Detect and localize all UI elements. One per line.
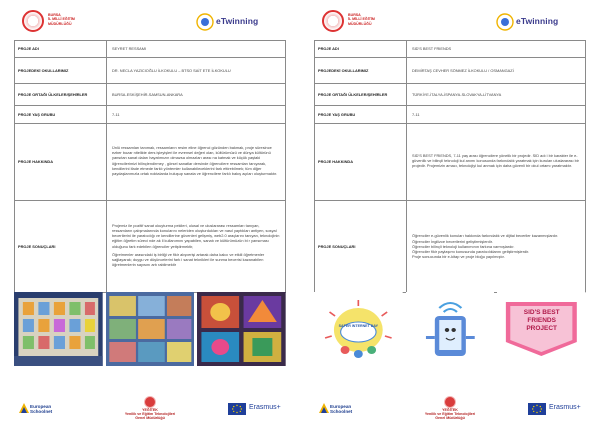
results-line: Öğrenciler bilinçli teknoloji kullanımının farkına varmışlardır. bbox=[412, 243, 515, 249]
erasmus-logo bbox=[228, 403, 286, 415]
erasmus-label: Erasmus+ bbox=[549, 404, 581, 411]
row-value: DEMİRTAŞ CEVHER SÖNMEZ İLKOKULU / OSMANGAZİ bbox=[407, 58, 586, 84]
table-row bbox=[15, 106, 286, 124]
table-row bbox=[315, 124, 586, 201]
yegitek-logo bbox=[118, 396, 182, 422]
row-key: PROJE ADI bbox=[315, 41, 407, 58]
yegitek-line-2: Yenilik ve Eğitim Teknolojileri bbox=[124, 412, 176, 417]
results-paragraph: Projemiz ile pozitif sanat okuyturma pekileri, ulusal ve uluslararası ressamları tanıyan, ressamların çalışmalarında konularını neleriden oluşturdukları ve nasıl yaptıkları antiyen, sosyal becerilerini ile yaratıcılığı ve kendilerine güvenleri gelişmiş, web2.0 araçlarını tanıyan, teknolojinin eğitim öğretim süreci nde ak ll kullanımını yapabilen, sanatı ve kültürümüzün bi r yansıması olduğunu fark edebilen öğrenciler yetiştirmektir, bbox=[112, 222, 280, 249]
moe-logo-line-1: BURSA bbox=[48, 13, 61, 17]
row-key: PROJE HAKKINDA bbox=[15, 124, 107, 201]
about-paragraph: SID'S BEST FRIENDS, 7-11 yaş arası öğrencilere yönelik bir projedir. SID adı i bir karakter ile e-güvenlik ve bilinçli teknoloji kul anımı konusunda farkındalık yaratmak için kurulan uluslararası bir projedir. Projemizin amacı, teknolojiyi kul anmak için daha güvenli bir okul ortamı yaratmaktır. bbox=[412, 152, 579, 169]
table-row bbox=[315, 84, 586, 106]
poster-line-3: PROJECT bbox=[526, 325, 558, 332]
table-row bbox=[15, 41, 286, 58]
row-key: PROJE SONUÇLARI bbox=[315, 201, 407, 293]
european-schoolnet-icon bbox=[318, 402, 330, 414]
row-key: PROJEDEKİ OKULLARIMIZ bbox=[315, 58, 407, 84]
safer-internet-day-label: SAFER INTERNET DAY bbox=[338, 324, 379, 328]
row-key: PROJE ADI bbox=[15, 41, 107, 58]
results-line: Proje sonucunda bir e-kitap ve proje bloğu yapılmıştır. bbox=[412, 254, 505, 260]
project-poster bbox=[497, 292, 586, 366]
yegitek-logo bbox=[418, 396, 482, 422]
table-row bbox=[15, 124, 286, 201]
yegitek-line-1: YEĞİTEK bbox=[442, 408, 458, 412]
row-value: DR. NECLA YAZICIOĞLU İLKOKULU – BTSO SAİT ETE İLKOKULU bbox=[107, 58, 286, 84]
row-key: PROJE YAŞ GRUBU bbox=[315, 106, 407, 124]
eun-line-2: Schoolnet bbox=[330, 409, 353, 414]
about-paragraph: Ünlü ressamları tanımak, ressamların resim eline öğrenci gözünden bakmak, proje süresince ezber bozar nitelikte ders işleyişleri ile evrensel değeri olan, kültürümüzü ve dünya kültürünü yansıtan sanat daları hayatımızın olmazsa olmazları arası na katmak ve küçük yaştaki öğrencilerimizi bilinçlendirmey , görsel sanatlar dersinde öğrencilere ressamları tanıyarak, kendilerini ifade etmede farklı yöntemler kullanabileceklerini fark ettirebilmek; tüm diğer paydaşlarımızla ortak noktalarda buluşup sanata ve öğrencilere farklı bakış açıları oluşturmaktır. bbox=[112, 144, 278, 176]
right-project-table bbox=[314, 40, 586, 293]
right-footer bbox=[314, 396, 586, 422]
row-value: SID'S BEST FRIENDS bbox=[407, 41, 586, 58]
collage-artwork-photo bbox=[197, 292, 286, 366]
row-value: 7-11 bbox=[407, 106, 586, 124]
results-line: Öğrenciler İngilizce becerilerini geliştirmişlerdir. bbox=[412, 238, 493, 244]
table-row bbox=[315, 106, 586, 124]
row-key: PROJE HAKKINDA bbox=[315, 124, 407, 201]
eu-flag-icon bbox=[228, 403, 246, 415]
results-paragraph: Öğretmenler arasındaki iş birliği ve fikir alışverişi artarak daha kalıcı ve etkili öğretmenler sağlayarak; duygu ve düşüncelerini fark i sanat teknikleri ile sunma becerisi kazanabilen öğretmenlerin sayısını artı rabilmektir bbox=[112, 251, 265, 268]
row-key: PROJE SONUÇLARI bbox=[15, 201, 107, 293]
student-paintings-photo bbox=[106, 292, 195, 366]
moe-seal-icon bbox=[22, 10, 44, 32]
moe-logo-line-1: BURSA bbox=[348, 13, 361, 17]
moe-logo bbox=[22, 10, 86, 34]
left-footer bbox=[14, 396, 286, 422]
moe-logo-line-2: İL MİLLÎ EĞİTİM MÜDÜRLÜĞÜ bbox=[348, 17, 375, 26]
eu-flag-icon bbox=[528, 403, 546, 415]
row-key: PROJEDEKİ OKULLARIMIZ bbox=[15, 58, 107, 84]
yegitek-emblem-icon bbox=[144, 396, 156, 408]
yegitek-emblem-icon bbox=[444, 396, 456, 408]
tablet-illustration bbox=[406, 292, 495, 366]
row-key: PROJE ORTAĞI ÜLKELER/ŞEHİRLER bbox=[315, 84, 407, 106]
erasmus-label: Erasmus+ bbox=[249, 404, 281, 411]
row-value: SEYRET RESSAMI bbox=[107, 41, 286, 58]
row-value: BURSA-ESKİŞEHİR-SAMSUN-ANKARA bbox=[107, 84, 286, 106]
left-project-table bbox=[14, 40, 286, 293]
erasmus-logo bbox=[528, 403, 586, 415]
yegitek-line-3: Genel Müdürlüğü bbox=[135, 416, 165, 421]
poster-line-2: FRIENDS bbox=[527, 317, 556, 324]
classroom-board-photo bbox=[14, 292, 103, 366]
row-key: PROJE ORTAĞI ÜLKELER/ŞEHİRLER bbox=[15, 84, 107, 106]
eun-line-1: European bbox=[30, 404, 52, 409]
yegitek-line-1: YEĞİTEK bbox=[142, 408, 158, 412]
row-value: 7-11 bbox=[107, 106, 286, 124]
etwinning-label: eTwinning bbox=[516, 16, 559, 26]
table-row bbox=[15, 201, 286, 293]
european-schoolnet-logo bbox=[318, 402, 364, 418]
table-row bbox=[15, 84, 286, 106]
etwinning-logo bbox=[496, 11, 566, 33]
safer-internet-day-cloud bbox=[314, 292, 403, 366]
row-value bbox=[407, 201, 586, 293]
right-photo-strip bbox=[314, 292, 586, 366]
left-photo-strip bbox=[14, 292, 286, 366]
table-row bbox=[315, 58, 586, 84]
moe-logo-line-2: İL MİLLÎ EĞİTİM MÜDÜRLÜĞÜ bbox=[48, 17, 75, 26]
eun-line-1: European bbox=[330, 404, 352, 409]
row-value bbox=[407, 124, 586, 201]
yegitek-line-2: Yenilik ve Eğitim Teknolojileri bbox=[424, 412, 476, 417]
moe-seal-icon bbox=[322, 10, 344, 32]
poster-line-1: SID'S BEST bbox=[523, 309, 560, 316]
european-schoolnet-icon bbox=[18, 402, 30, 414]
table-row bbox=[315, 201, 586, 293]
row-key: PROJE YAŞ GRUBU bbox=[15, 106, 107, 124]
row-value bbox=[107, 201, 286, 293]
etwinning-label: eTwinning bbox=[216, 16, 259, 26]
table-row bbox=[15, 58, 286, 84]
eun-line-2: Schoolnet bbox=[30, 409, 53, 414]
etwinning-icon bbox=[196, 13, 214, 31]
results-line: Öğrenciler e-güvenlik konuları hakkında farkındalık ve dijital beceriler kazanmışlardır. bbox=[412, 233, 559, 239]
results-line: Öğrenciler fikir paylaşımı konusunda yaratıcılıklarını geliştirmişlerdir. bbox=[412, 249, 530, 255]
right-page bbox=[300, 0, 600, 424]
row-value bbox=[107, 124, 286, 201]
yegitek-line-3: Genel Müdürlüğü bbox=[435, 416, 465, 421]
european-schoolnet-logo bbox=[18, 402, 64, 418]
row-value: TÜRKİYE-İTALYA-İSPANYA-SLOVAKYA-LİTVANYA bbox=[407, 84, 586, 106]
etwinning-icon bbox=[496, 13, 514, 31]
moe-logo bbox=[322, 10, 386, 34]
table-row bbox=[315, 41, 586, 58]
etwinning-logo bbox=[196, 11, 266, 33]
